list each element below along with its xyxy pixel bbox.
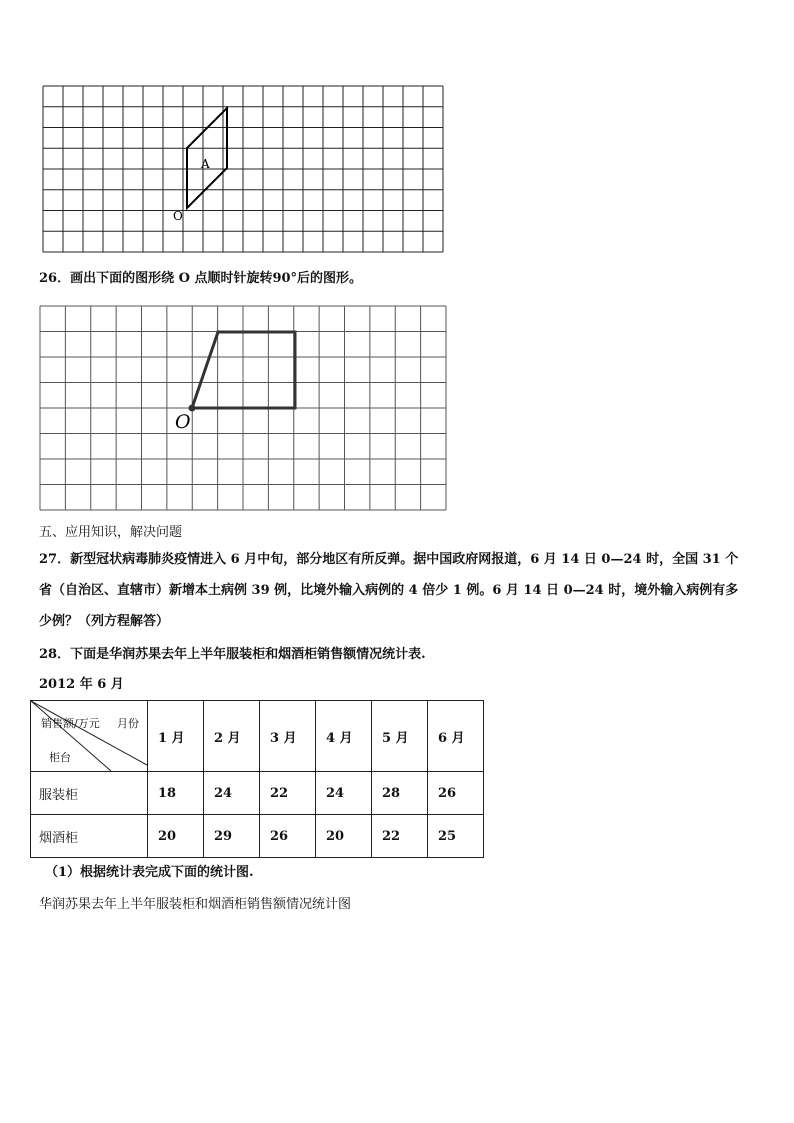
month-2-header: 2 月	[204, 701, 260, 772]
table-cell: 24	[316, 772, 372, 815]
table-cell: 20	[148, 815, 204, 858]
table-row	[31, 815, 484, 858]
header-counter-label: 柜台	[49, 751, 71, 764]
chart-title: 华润苏果去年上半年服装柜和烟酒柜销售额情况统计图	[39, 897, 352, 912]
table-cell: 22	[260, 772, 316, 815]
question-27-line-3: 少例？（列方程解答）	[39, 614, 170, 629]
label-o: O	[173, 209, 183, 223]
label-o-2: O	[175, 411, 191, 433]
table-cell: 22	[372, 815, 428, 858]
header-sales-label: 销售额/万元	[41, 717, 100, 730]
table-cell: 25	[428, 815, 484, 858]
figure2-grid	[40, 306, 448, 512]
table-cell: 24	[204, 772, 260, 815]
table-date: 2012 年 6 月	[39, 677, 124, 692]
row-label-tobacco: 烟酒柜	[31, 815, 148, 858]
question-26: 26．画出下面的图形绕 O 点顺时针旋转90°后的图形。	[39, 271, 363, 286]
header-month-label: 月份	[117, 717, 139, 730]
month-3-header: 3 月	[260, 701, 316, 772]
month-1-header: 1 月	[148, 701, 204, 772]
table-row	[31, 772, 484, 815]
table-header-row	[31, 701, 484, 772]
question-28: 28．下面是华润苏果去年上半年服装柜和烟酒柜销售额情况统计表.	[39, 647, 426, 662]
question-27-line-2: 省（自治区、直辖市）新增本土病例 39 例，比境外输入病例的 4 倍少 1 例。6 月 14 日 0—24 时，境外输入病例有多	[39, 583, 739, 598]
month-5-header: 5 月	[372, 701, 428, 772]
label-a: A	[201, 157, 210, 171]
figure1-grid	[43, 86, 445, 254]
table-cell: 20	[316, 815, 372, 858]
table-cell: 18	[148, 772, 204, 815]
month-4-header: 4 月	[316, 701, 372, 772]
table-cell: 26	[260, 815, 316, 858]
row-label-clothing: 服装柜	[31, 772, 148, 815]
month-6-header: 6 月	[428, 701, 484, 772]
section-5-title: 五、应用知识，解决问题	[39, 525, 183, 540]
sales-table	[30, 700, 484, 858]
table-cell: 26	[428, 772, 484, 815]
table-cell: 29	[204, 815, 260, 858]
table-cell: 28	[372, 772, 428, 815]
question-27-line-1: 27．新型冠状病毒肺炎疫情进入 6 月中旬，部分地区有所反弹。据中国政府网报道，6 月 14 日 0—24 时，全国 31 个	[39, 552, 739, 567]
sub-question-1: （1）根据统计表完成下面的统计图.	[45, 865, 254, 880]
diagonal-header-cell	[31, 701, 148, 772]
